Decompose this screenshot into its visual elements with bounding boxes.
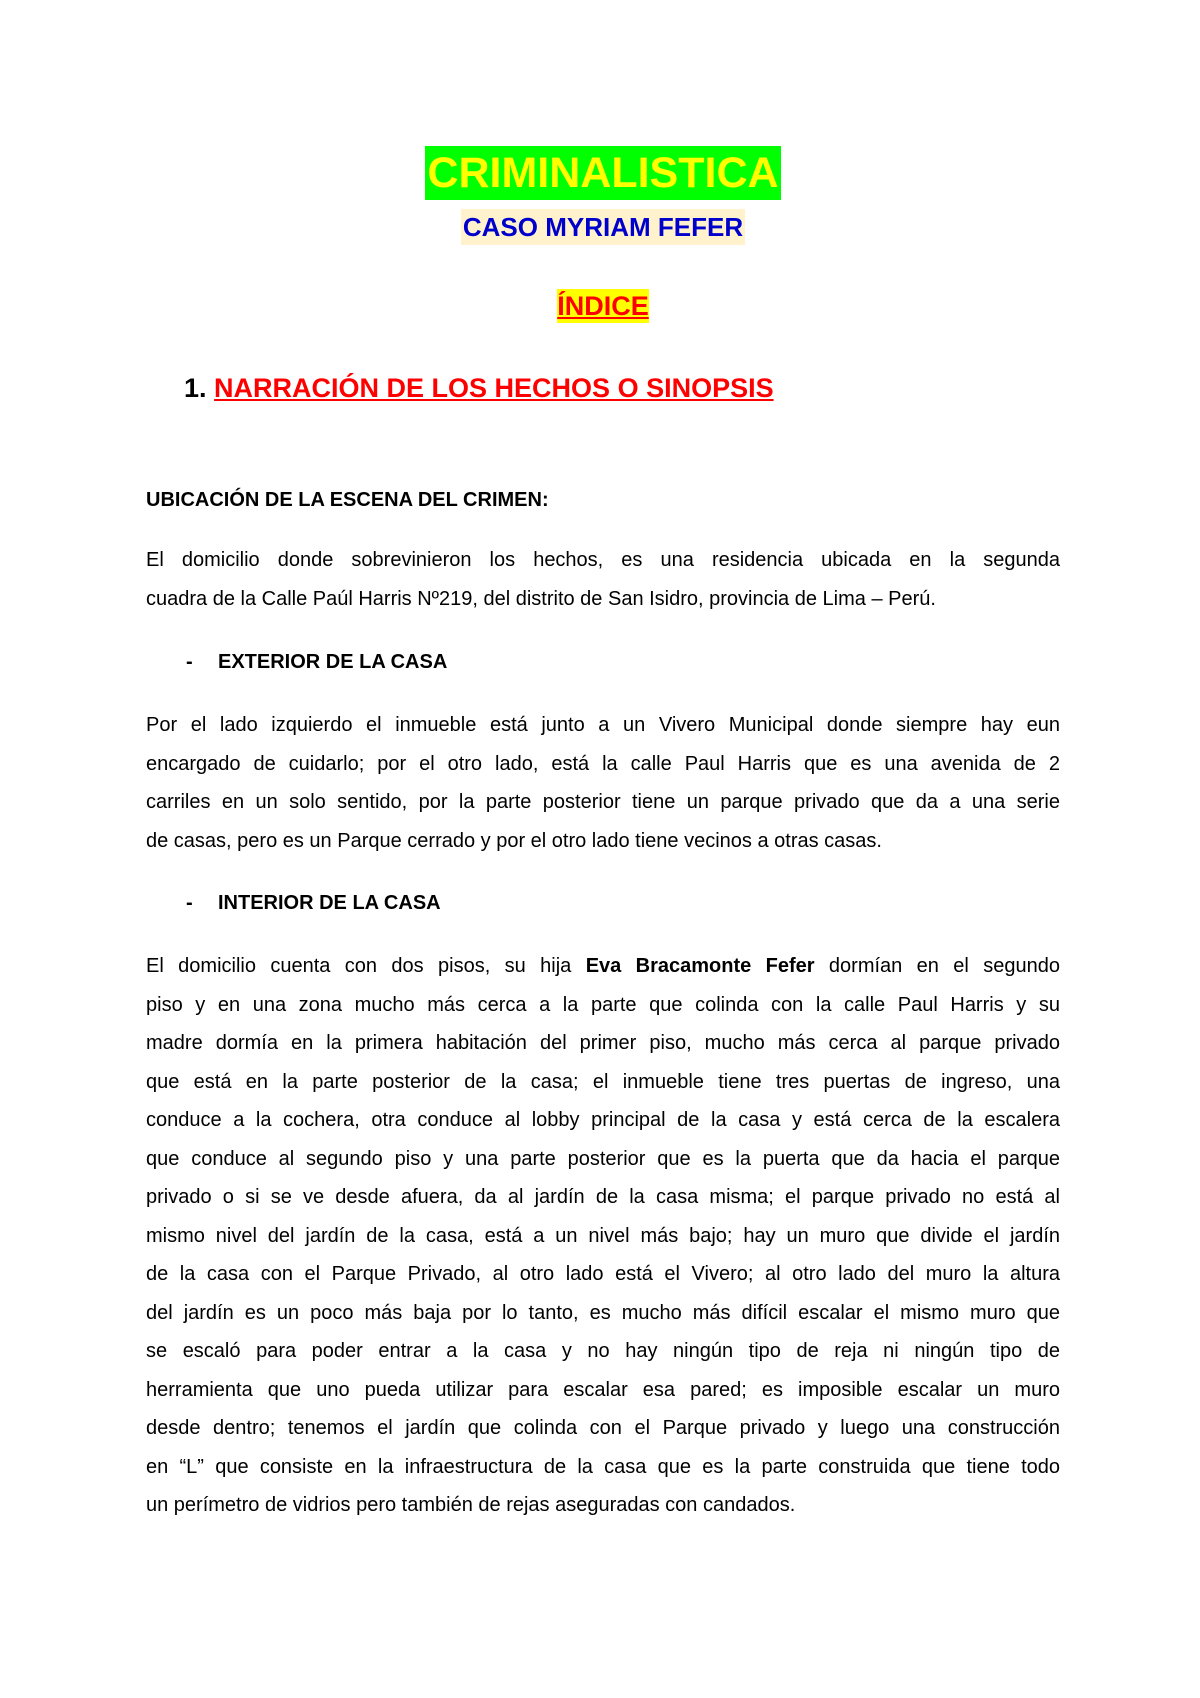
paragraph-line: desde dentro; tenemos el jardín que colinda con el Parque privado y luego una construcción [146,1417,1060,1439]
paragraph-line: encargado de cuidarlo; por el otro lado, está la calle Paul Harris que es una avenida de 2 [146,752,1060,775]
interior-heading-label: INTERIOR DE LA CASA [218,892,441,914]
document-title: CRIMINALISTICA [425,146,780,200]
paragraph-text: El domicilio cuenta con dos pisos, su hija [146,955,586,977]
paragraph-line: en “L” que consiste en la infraestructura de la casa que es la parte construida que tiene todo [146,1455,1060,1478]
paragraph-line: mismo nivel del jardín de la casa, está a un nivel más bajo; hay un muro que divide el jardín [146,1224,1060,1247]
paragraph-text: dormían en el segundo [814,955,1060,977]
location-paragraph [146,541,1060,618]
title-block [146,146,1060,200]
exterior-heading-label: EXTERIOR DE LA CASA [218,651,448,673]
location-heading: UBICACIÓN DE LA ESCENA DEL CRIMEN: [146,489,549,511]
section-heading [184,370,774,406]
section-number: 1. [184,373,207,403]
paragraph-line: El domicilio donde sobrevinieron los hechos, es una residencia ubicada en la segunda [146,549,1060,571]
paragraph-line: conduce a la cochera, otra conduce al lobby principal de la casa y está cerca de la escalera [146,1109,1060,1131]
paragraph-line: de la casa con el Parque Privado, al otro lado está el Vivero; al otro lado del muro la altura [146,1263,1060,1285]
document-subtitle: CASO MYRIAM FEFER [461,209,745,245]
bullet-dash: - [186,892,193,914]
interior-paragraph [146,947,1060,1525]
paragraph-line: Por el lado izquierdo el inmueble está junto a un Vivero Municipal donde siempre hay eun [146,714,1060,736]
paragraph-line: privado o si se ve desde afuera, da al jardín de la casa misma; el parque privado no está al [146,1186,1060,1208]
paragraph-line: un perímetro de vidrios pero también de rejas aseguradas con candados. [146,1494,796,1516]
bullet-dash: - [186,651,193,673]
interior-heading [186,889,441,917]
paragraph-line: que conduce al segundo piso y una parte posterior que es la puerta que da hacia el parque [146,1147,1060,1170]
paragraph-line [146,947,1060,986]
index-block [146,289,1060,323]
index-heading: ÍNDICE [557,291,649,321]
exterior-heading [186,648,447,676]
subtitle-block [146,209,1060,245]
paragraph-line: herramienta que uno pueda utilizar para escalar esa pared; es imposible escalar un muro [146,1378,1060,1401]
paragraph-line: que está en la parte posterior de la casa; el inmueble tiene tres puertas de ingreso, una [146,1070,1060,1093]
paragraph-line: piso y en una zona mucho más cerca a la parte que colinda con la calle Paul Harris y su [146,993,1060,1016]
paragraph-line: carriles en un solo sentido, por la parte posterior tiene un parque privado que da a una serie [146,791,1060,813]
paragraph-line: cuadra de la Calle Paúl Harris Nº219, del distrito de San Isidro, provincia de Lima – Perú. [146,587,936,610]
paragraph-line: se escaló para poder entrar a la casa y no hay ningún tipo de reja ni ningún tipo de [146,1340,1060,1362]
section-title: NARRACIÓN DE LOS HECHOS O SINOPSIS [214,373,774,403]
paragraph-line: del jardín es un poco más baja por lo tanto, es mucho más difícil escalar el mismo muro que [146,1301,1060,1324]
document-page [146,0,1060,1698]
paragraph-line: madre dormía en la primera habitación del primer piso, mucho más cerca al parque privado [146,1032,1060,1054]
paragraph-line: de casas, pero es un Parque cerrado y por el otro lado tiene vecinos a otras casas. [146,829,882,852]
person-name: Eva Bracamonte Fefer [585,955,815,977]
exterior-paragraph [146,706,1060,860]
